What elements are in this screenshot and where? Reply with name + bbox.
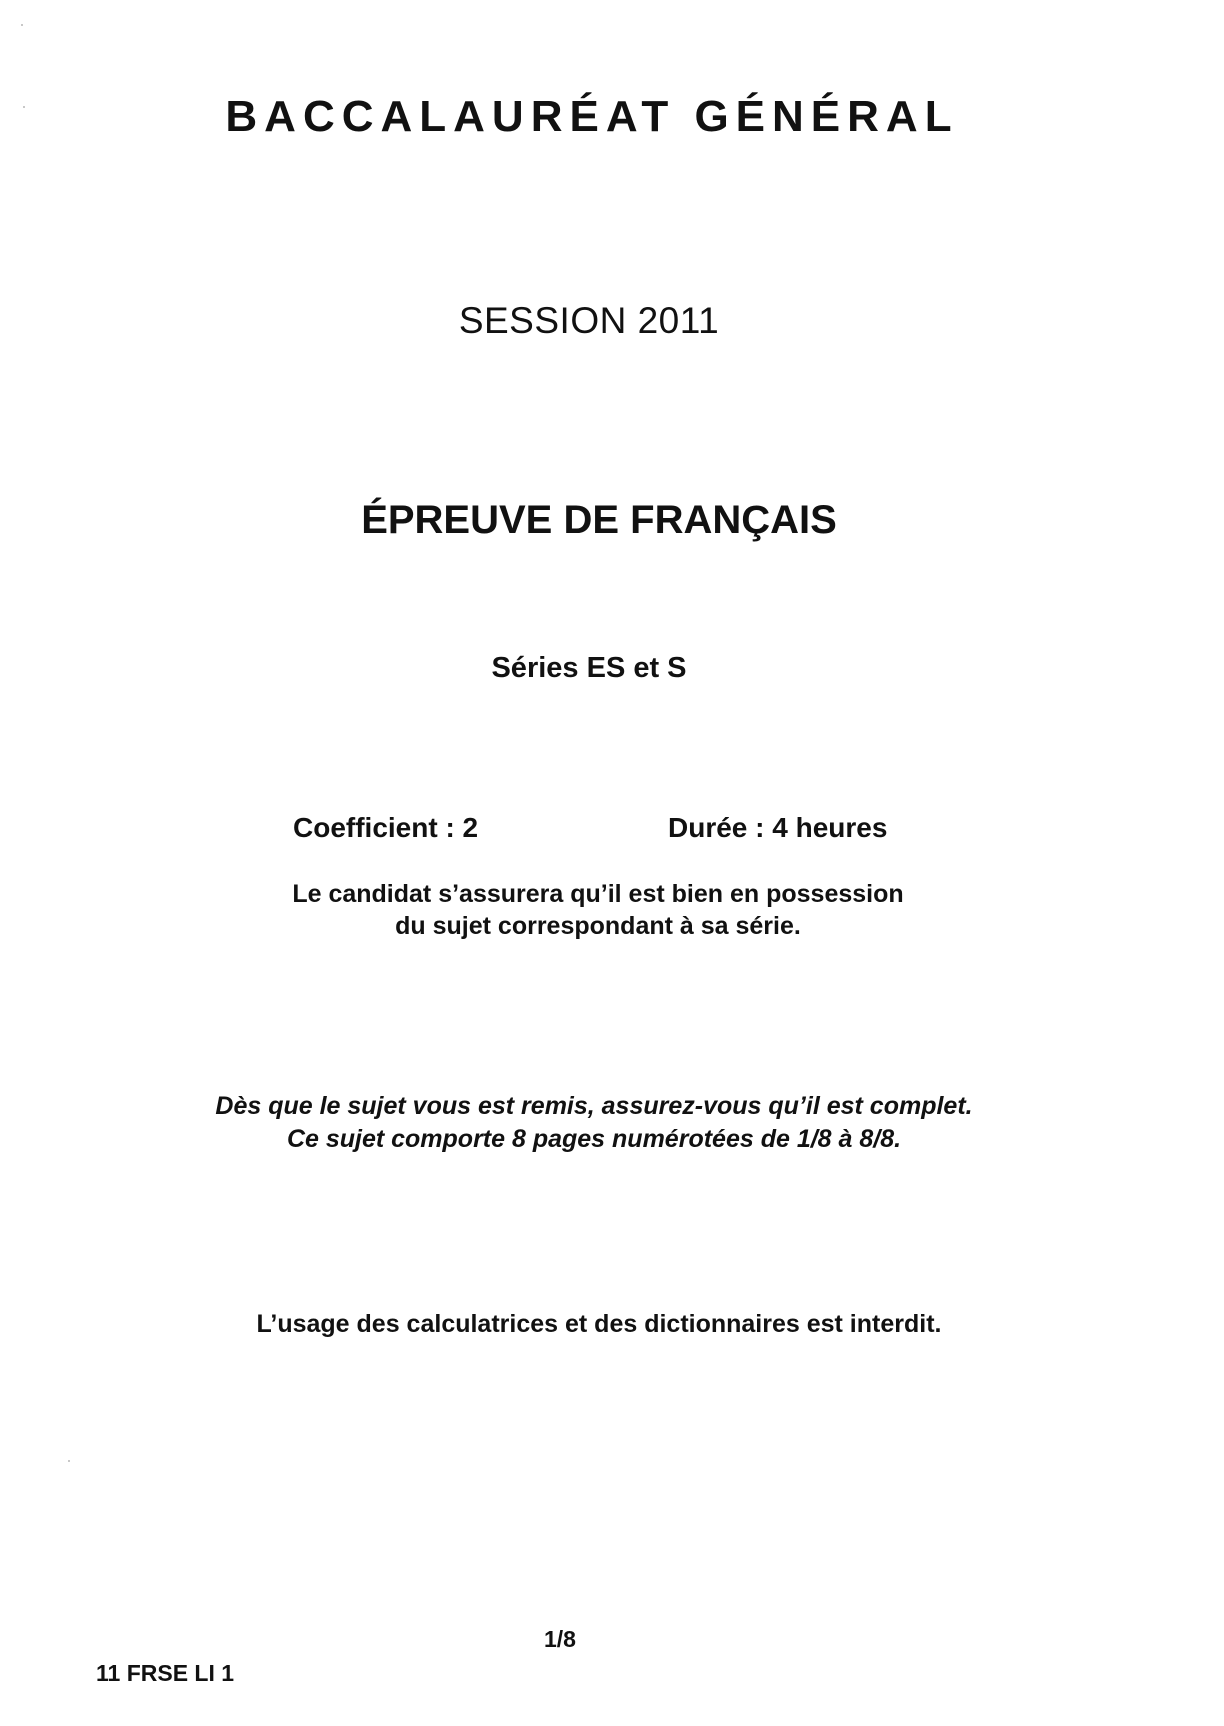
exam-title: ÉPREUVE DE FRANÇAIS	[361, 498, 837, 542]
session-year: SESSION 2011	[458, 300, 720, 341]
main-title: BACCALAURÉAT GÉNÉRAL	[225, 92, 959, 141]
completeness-instructions	[0, 1090, 1206, 1156]
duration-label: Durée : 4 heures	[668, 812, 888, 843]
calculator-dictionary-notice: L’usage des calculatrices et des dictionnaires est interdit.	[256, 1310, 942, 1338]
series-label: Séries ES et S	[491, 652, 687, 684]
instruction-line-1: Dès que le sujet vous est remis, assurez-vous qu’il est complet.	[215, 1092, 973, 1120]
document-code: 11 FRSE LI 1	[96, 1660, 235, 1686]
page-number: 1/8	[544, 1626, 576, 1652]
scan-speck	[21, 24, 23, 26]
coefficient-label: Coefficient : 2	[293, 812, 479, 843]
scan-speck	[23, 106, 25, 108]
possession-line-2: du sujet correspondant à sa série.	[395, 912, 801, 940]
possession-line-1: Le candidat s’assurera qu’il est bien en possession	[292, 880, 904, 908]
scan-speck	[68, 1460, 70, 1462]
instruction-line-2: Ce sujet comporte 8 pages numérotées de 1/8 à 8/8.	[286, 1125, 902, 1153]
possession-notice	[0, 878, 1210, 942]
